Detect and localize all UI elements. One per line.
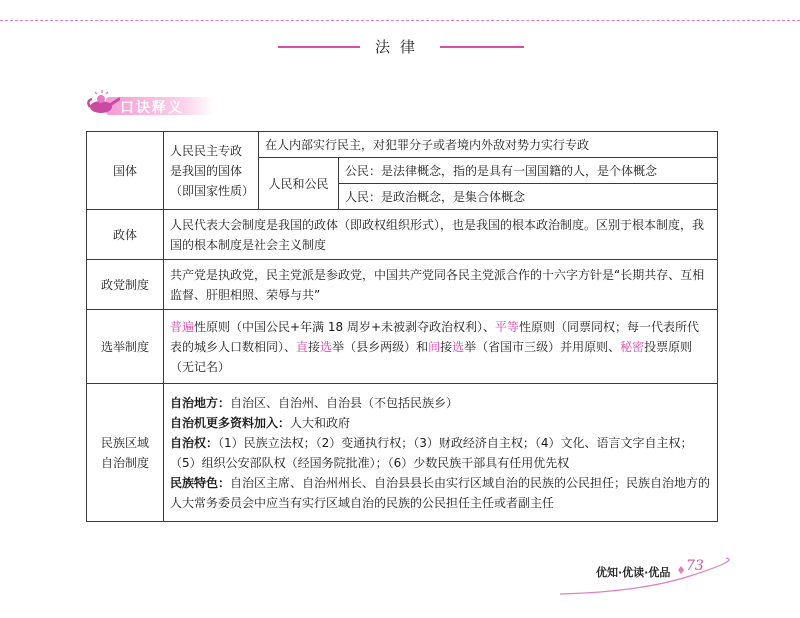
section-header bbox=[86, 89, 226, 119]
page-number: 73 bbox=[686, 558, 704, 574]
section-title: 口诀释义 bbox=[120, 100, 184, 116]
ethnic-autonomy-description bbox=[164, 384, 718, 522]
guoti-description: 在人内部实行民主，对犯罪分子或者境内外敌对势力实行专政 bbox=[259, 132, 718, 158]
table-row bbox=[87, 132, 718, 158]
body-text: 自治区主席、自治州州长、自治县县长由实行区域自治的民族的公民担任；民族自治地方的人大常务委员会中应当有实行区域自治的民族的公民担任主任或者副主任 bbox=[170, 475, 711, 510]
guoti-definition: 人民民主专政是我国的国体（即国家性质） bbox=[164, 132, 259, 210]
header-line-left bbox=[278, 46, 360, 48]
election-system-description bbox=[164, 310, 718, 384]
bold-term: 自治权： bbox=[170, 435, 219, 450]
body-text: 自治区、自治州、自治县（不包括民族乡） bbox=[230, 395, 459, 410]
row-label-election-system: 选举制度 bbox=[87, 310, 164, 384]
row-label-zhengti: 政体 bbox=[87, 210, 164, 260]
body-text: 接 bbox=[308, 339, 321, 354]
body-text: 性原则（同票同权；每一代表所代表的城乡人口数相同）、 bbox=[170, 319, 700, 354]
table-row bbox=[87, 260, 718, 310]
body-text: 举（省国市三级）并用原则、 bbox=[464, 339, 621, 354]
highlight-text: 间 bbox=[428, 339, 441, 354]
magic-lamp-icon bbox=[86, 89, 120, 117]
body-text: （1）民族立法权；（2）变通执行权；（3）财政经济自主权；（4）文化、语言文字自主权；（5）组织公安部队权（经国务院批准）；（6）少数民族干部具有任用优先权 bbox=[170, 435, 693, 470]
row-label-line: 民族区域 bbox=[100, 435, 149, 450]
autonomy-organ-line bbox=[170, 413, 711, 433]
table-row bbox=[87, 310, 718, 384]
highlight-text: 秘密 bbox=[620, 339, 645, 354]
people-and-citizen-label: 人民和公民 bbox=[259, 158, 339, 210]
citizen-definition: 公民：是法律概念，指的是具有一国国籍的人，是个体概念 bbox=[339, 158, 718, 184]
row-label-line: 自治制度 bbox=[100, 455, 149, 470]
footer-slogan: 优知·优读·优品 bbox=[596, 566, 671, 579]
bold-term: 自治地方： bbox=[170, 395, 231, 410]
highlight-text: 选 bbox=[320, 339, 333, 354]
row-label-guoti: 国体 bbox=[87, 132, 164, 210]
top-dashed-rule bbox=[0, 20, 800, 21]
body-text: 举（县乡两级）和 bbox=[332, 339, 429, 354]
table-row bbox=[87, 384, 718, 522]
autonomy-area-line bbox=[170, 393, 711, 413]
party-system-description: 共产党是执政党，民主党派是参政党，中国共产党同各民主党派合作的十六字方针是“长期共存、互相监督、肝胆相照、荣辱与共” bbox=[164, 260, 718, 310]
content-table bbox=[86, 131, 718, 522]
highlight-text: 直 bbox=[296, 339, 309, 354]
body-text: 接 bbox=[440, 339, 453, 354]
page-title: 法律 bbox=[374, 38, 425, 56]
body-text: 人大和政府 bbox=[290, 415, 351, 430]
zhengti-description: 人民代表大会制度是我国的政体（即政权组织形式），也是我国的根本政治制度。区别于根本制度，我国的根本制度是社会主义制度 bbox=[164, 210, 718, 260]
bold-term: 民族特色： bbox=[170, 475, 231, 490]
highlight-text: 普遍 bbox=[170, 319, 195, 334]
ethnic-features-line bbox=[170, 473, 711, 513]
highlight-text: 选 bbox=[452, 339, 465, 354]
bold-term: 自治机更多资料加入： bbox=[170, 415, 291, 430]
body-text: 性原则（中国公民+年满 18 周岁+未被剥夺政治权利）、 bbox=[194, 319, 496, 334]
highlight-text: 平等 bbox=[495, 319, 520, 334]
body-text: 投票原则（无记名） bbox=[170, 339, 693, 374]
row-label-ethnic-autonomy bbox=[87, 384, 164, 522]
header-line-right bbox=[440, 46, 524, 48]
row-label-party-system: 政党制度 bbox=[87, 260, 164, 310]
autonomy-rights-line bbox=[170, 433, 711, 473]
table-row bbox=[87, 210, 718, 260]
renmin-definition: 人民：是政治概念，是集合体概念 bbox=[339, 184, 718, 210]
